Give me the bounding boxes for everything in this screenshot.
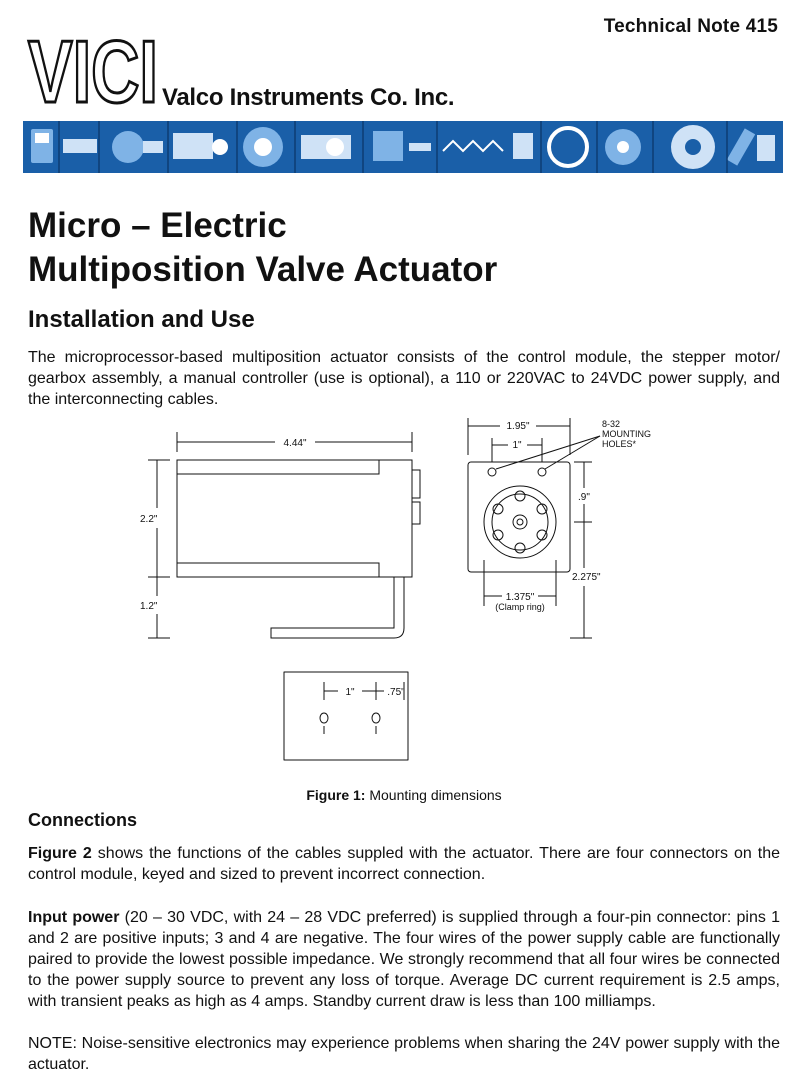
figure-2-reference: Figure 2: [28, 845, 92, 862]
mounting-hole: [538, 468, 546, 476]
title-line-2: Multiposition Valve Actuator: [28, 250, 498, 289]
figure-1-caption: [0, 787, 808, 803]
clamp-ring-note: (Clamp ring): [495, 602, 545, 612]
noise-note-paragraph: NOTE: Noise-sensitive electronics may experience problems when sharing the 24V power supply with the actuator.: [28, 1035, 780, 1073]
mounting-bracket-profile: [271, 577, 404, 638]
company-name: Valco Instruments Co. Inc.: [162, 84, 455, 111]
vici-logo: [28, 22, 163, 121]
logo-text: VICI: [28, 22, 158, 121]
title-line-1: Micro – Electric: [28, 206, 287, 245]
page-title: [28, 204, 497, 292]
section-heading-connections: Connections: [28, 810, 138, 830]
dim-width-444: 4.44": [283, 438, 307, 449]
holes-label-line3: HOLES*: [602, 439, 637, 449]
dim-clamp-1375: 1.375": [505, 592, 535, 603]
connections-paragraph: [28, 843, 780, 885]
actuator-front-view: [468, 462, 570, 572]
holes-label-line2: MOUNTING: [602, 429, 651, 439]
holes-label-line1: 8-32: [602, 419, 621, 429]
figure-1-caption-label: Figure 1:: [306, 787, 366, 803]
dim-height-22: 2.2": [140, 514, 158, 525]
input-power-term: Input power: [28, 909, 120, 926]
input-power-text: (20 – 30 VDC, with 24 – 28 VDC preferred) is supplied through a four-pin connector: pins 1 and 2 are positive inputs; 3 and 4 are negative. The four wires of the power supply cable are functionally paired to provide the lowest possible impedance. We strongly recommend that all four wires be connected to the power supply source to prevent any loss of torque. Average DC current requirement is 2.5 amps, with transient peaks as high as 4 amps. Standby current draw is less than 100 milliamps.: [28, 909, 780, 1010]
dim-width-195: 1.95": [506, 421, 530, 432]
figure-mounting-dimensions: [130, 410, 670, 780]
technical-note-label: Technical Note 415: [603, 16, 778, 37]
dim-height-2275: 2.275": [572, 572, 601, 583]
input-power-paragraph: [28, 907, 780, 1012]
section-heading-installation: Installation and Use: [28, 306, 255, 333]
motor-icon: [112, 131, 144, 163]
connections-paragraph-text: shows the functions of the cables suppled with the actuator. There are four connectors on the control module, keyed and sized to prevent incorrect connection.: [28, 845, 781, 883]
dim-height-12: 1.2": [140, 601, 158, 612]
valve-body-icon: [173, 133, 213, 159]
dim-hole-spacing-1: 1": [512, 440, 522, 451]
bracket-plate-view: [284, 672, 408, 760]
figure-1-caption-text: Mounting dimensions: [365, 787, 502, 803]
dim-offset-09: .9": [578, 492, 590, 503]
product-strip-banner: [23, 121, 783, 173]
fitting-icon: [373, 131, 403, 161]
intro-paragraph: The microprocessor-based multiposition actuator consists of the control module, the stepper motor/ gearbox assembly, a manual controller (use is optional), a 110 or 220VAC to 24VDC power supply, and the interconnecting cables.: [28, 349, 780, 408]
clamp-ring: [484, 486, 556, 558]
actuator-side-view: [177, 460, 412, 577]
dim-bracket-1: 1": [345, 687, 355, 698]
dim-bracket-075: .75": [387, 687, 405, 698]
mounting-hole: [488, 468, 496, 476]
gear-shaft-icon: [63, 139, 97, 153]
